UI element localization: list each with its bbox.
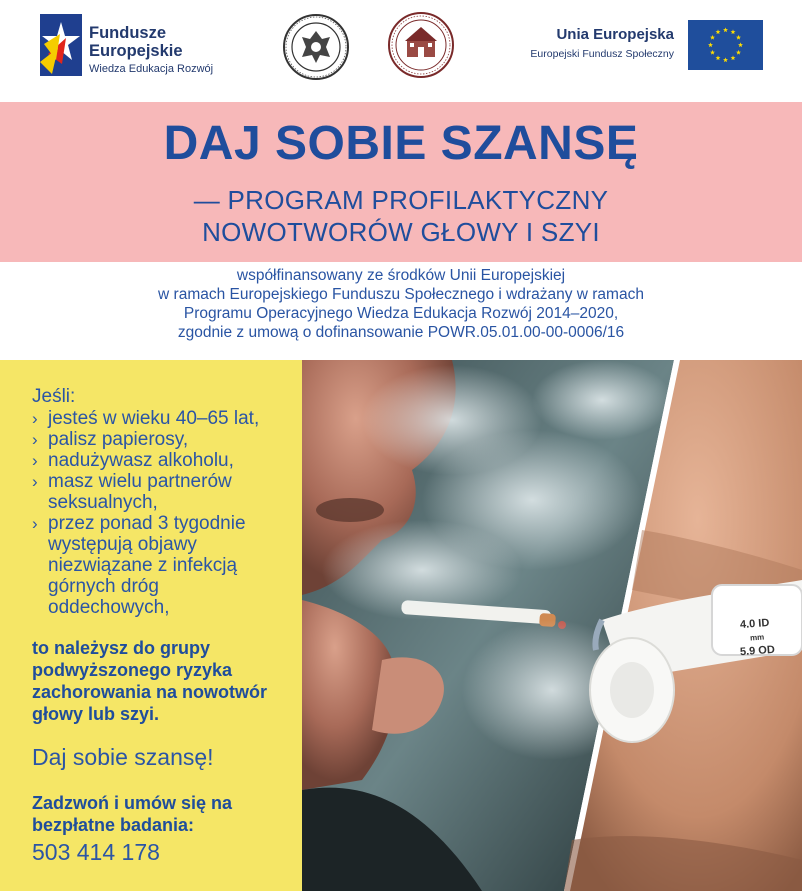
call-instruction: Zadzwoń i umów się na bezpłatne badania: <box>32 793 233 835</box>
list-item <box>32 471 254 513</box>
eu-flag-icon <box>688 20 763 70</box>
info-panel <box>0 360 302 891</box>
condition-text: przez ponad 3 tygodnie występują objawy niezwiązane z infekcją górnych dróg oddechowych, <box>48 513 246 618</box>
collage-svg <box>302 360 802 891</box>
logo-bar <box>0 0 802 102</box>
page-title: DAJ SOBIE SZANSĘ <box>163 117 639 170</box>
fundusze-europejskie-logo <box>40 14 230 80</box>
fe-subtitle: Wiedza Edukacja Rozwój <box>89 63 214 75</box>
cofinancing-line-3: Programu Operacyjnego Wiedza Edukacja Rozwój 2014–2020, <box>183 305 619 322</box>
fe-name-line2: Europejskie <box>89 42 183 60</box>
page-subtitle <box>0 184 802 248</box>
tube-size-id: 4.0 ID <box>739 616 770 632</box>
list-item <box>32 513 246 618</box>
if-label: Jeśli: <box>32 386 76 407</box>
phone-number[interactable]: 503 414 178 <box>32 839 160 865</box>
cofinancing-line-4: zgodnie z umową o dofinansowanie POWR.05.01.00-00-0006/16 <box>177 324 625 341</box>
cofinancing-note <box>0 266 802 342</box>
subtitle-line-1: — PROGRAM PROFILAKTYCZNY <box>193 185 609 215</box>
ue-name: Unia Europejska <box>556 26 674 43</box>
cofinancing-line-1: współfinansowany ze środków Unii Europejskiej <box>236 267 566 284</box>
tube-size-unit: mm <box>749 632 765 643</box>
list-item <box>32 429 294 450</box>
ue-subtitle: Europejski Fundusz Społeczny <box>530 48 674 60</box>
title-band <box>0 102 802 262</box>
cofinancing-line-2: w ramach Europejskiego Funduszu Społecznego i wdrażany w ramach <box>158 286 644 303</box>
chevron-right-icon: › <box>32 472 38 491</box>
condition-text: jesteś w wieku 40–65 lat, <box>48 408 260 429</box>
tube-size-od: 5.9 OD <box>739 643 776 659</box>
ue-logo-text <box>530 26 674 62</box>
hospital-seal <box>387 11 455 79</box>
chevron-right-icon: › <box>32 409 38 428</box>
photo-collage <box>302 360 802 891</box>
list-item <box>32 408 294 429</box>
chevron-right-icon: › <box>32 514 38 533</box>
chevron-right-icon: › <box>32 430 38 449</box>
condition-text: masz wielu partnerów seksualnych, <box>48 471 232 513</box>
list-item <box>32 450 294 471</box>
condition-text: palisz papierosy, <box>48 429 189 450</box>
subtitle-line-2: NOWOTWORÓW GŁOWY I SZYI <box>202 217 600 247</box>
fe-star-icon <box>40 14 82 76</box>
condition-text: nadużywasz alkoholu, <box>48 450 234 471</box>
conditions-list <box>32 408 294 618</box>
chevron-right-icon: › <box>32 451 38 470</box>
call-to-action: Daj sobie szansę! <box>32 744 214 770</box>
risk-statement: to należysz do grupy podwyższonego ryzyka zachorowania na nowotwór głowy lub szyi. <box>32 638 268 724</box>
university-seal <box>282 13 350 81</box>
fe-name-line1: Fundusze <box>89 24 166 42</box>
